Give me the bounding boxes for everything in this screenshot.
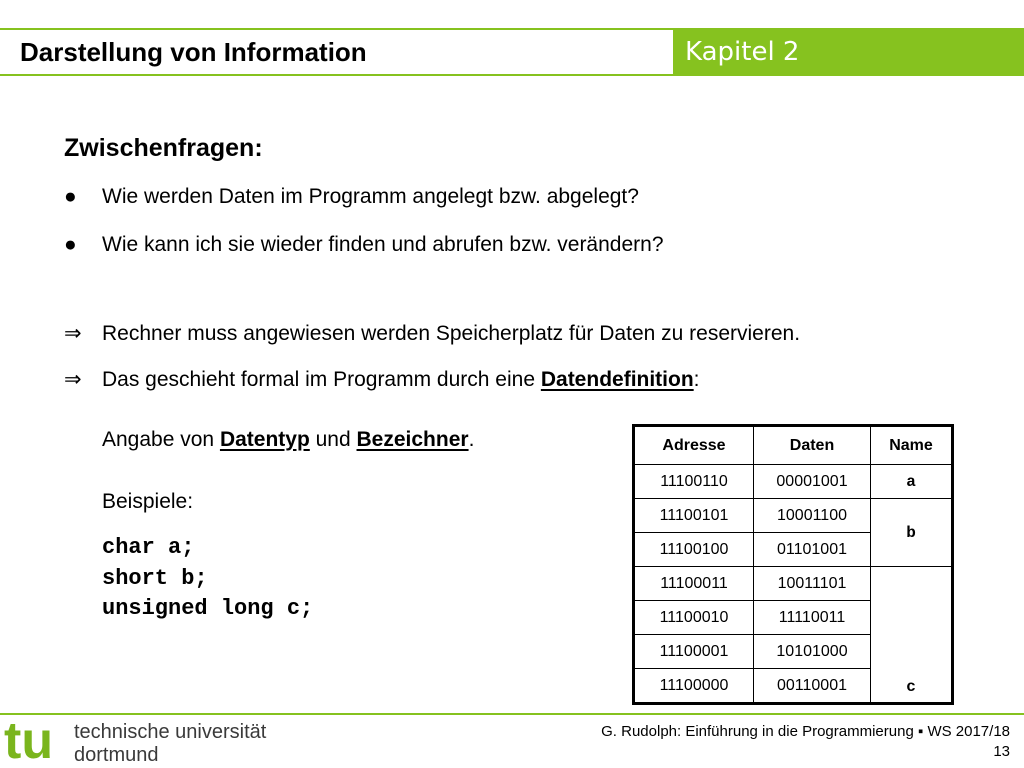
chapter-badge xyxy=(673,28,1024,76)
conclusion-2-prefix: Das geschieht formal im Programm durch eine xyxy=(102,368,541,391)
question-2-text: Wie kann ich sie wieder finden und abrufen bzw. verändern? xyxy=(102,233,664,256)
angabe-middle: und xyxy=(309,428,357,451)
header-daten: Daten xyxy=(754,426,871,465)
header-name: Name xyxy=(871,426,953,465)
address-cell: 11100100 xyxy=(634,533,754,567)
conclusion-2-text xyxy=(102,368,700,392)
term-datentyp: Datentyp xyxy=(219,428,310,451)
page-number: 13 xyxy=(993,743,1010,760)
data-cell: 01101001 xyxy=(754,533,871,567)
data-cell: 00001001 xyxy=(754,465,871,499)
table-row xyxy=(634,465,953,499)
term-datendefinition: Datendefinition xyxy=(540,368,694,391)
conclusion-2-suffix: : xyxy=(693,368,700,391)
address-cell: 11100011 xyxy=(634,567,754,601)
tu-logo-icon xyxy=(4,716,66,764)
name-cell-c: c xyxy=(871,567,953,704)
term-bezeichner: Bezeichner xyxy=(356,428,469,451)
conclusion-1 xyxy=(64,321,800,346)
header-adresse: Adresse xyxy=(634,426,754,465)
angabe-suffix: . xyxy=(468,428,475,451)
address-cell: 11100001 xyxy=(634,635,754,669)
memory-table xyxy=(632,424,954,705)
address-cell: 11100000 xyxy=(634,669,754,704)
footer-rule xyxy=(0,713,1024,715)
conclusion-1-text: Rechner muss angewiesen werden Speicherplatz für Daten zu reservieren. xyxy=(102,322,801,345)
name-cell-a: a xyxy=(871,465,953,499)
bullet-question-1 xyxy=(64,185,639,209)
slide-title: Darstellung von Information xyxy=(20,37,367,67)
university-name-line-2: dortmund xyxy=(74,744,159,766)
chapter-label: Kapitel 2 xyxy=(685,37,800,67)
university-name-line-1: technische universität xyxy=(74,721,267,743)
data-cell: 10011101 xyxy=(754,567,871,601)
examples-label: Beispiele: xyxy=(102,490,194,513)
bullet-question-2 xyxy=(64,233,664,257)
address-cell: 11100101 xyxy=(634,499,754,533)
conclusion-2 xyxy=(64,367,700,392)
bullet-icon: ● xyxy=(64,185,77,208)
implies-arrow-icon: ⇒ xyxy=(64,322,82,345)
code-line-2: short b; xyxy=(102,566,208,591)
data-cell: 11110011 xyxy=(754,601,871,635)
bullet-icon: ● xyxy=(64,233,77,256)
angabe-line xyxy=(102,428,474,452)
address-cell: 11100110 xyxy=(634,465,754,499)
table-row xyxy=(634,567,953,601)
data-cell: 00110001 xyxy=(754,669,871,704)
code-line-1: char a; xyxy=(102,535,195,560)
question-1-text: Wie werden Daten im Programm angelegt bzw. abgelegt? xyxy=(102,185,639,208)
address-cell: 11100010 xyxy=(634,601,754,635)
code-line-3: unsigned long c; xyxy=(102,596,314,621)
angabe-prefix: Angabe von xyxy=(102,428,220,451)
header-bottom-rule xyxy=(0,74,1024,76)
section-title: Zwischenfragen: xyxy=(64,134,263,162)
table-header-row xyxy=(634,426,953,465)
data-cell: 10001100 xyxy=(754,499,871,533)
data-cell: 10101000 xyxy=(754,635,871,669)
implies-arrow-icon: ⇒ xyxy=(64,368,82,391)
footer-credit: G. Rudolph: Einführung in die Programmierung ▪ WS 2017/18 xyxy=(601,723,1010,740)
table-row xyxy=(634,499,953,533)
name-cell-b: b xyxy=(871,499,953,567)
svg-text:tu: tu xyxy=(4,716,54,764)
